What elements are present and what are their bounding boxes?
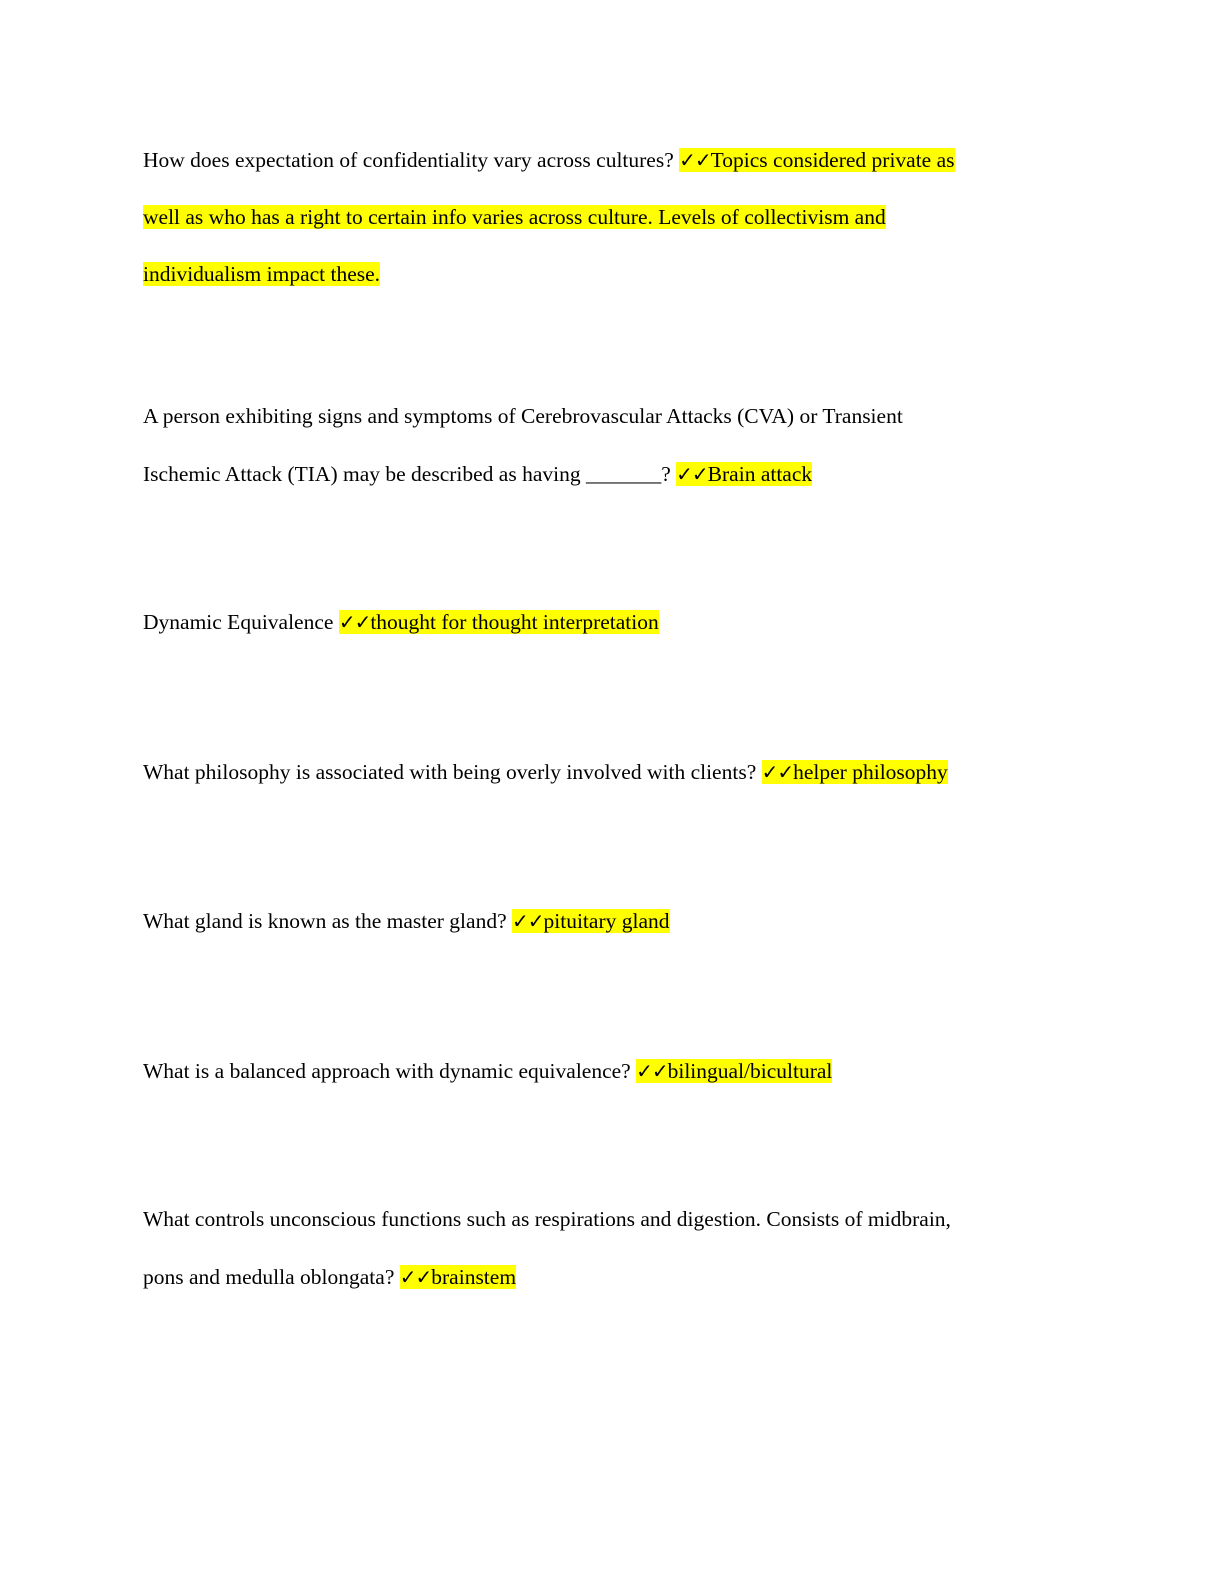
text-line bbox=[143, 594, 1063, 651]
answer-highlight bbox=[512, 909, 670, 933]
question-text: How does expectation of confidentiality vary across cultures? bbox=[143, 148, 680, 172]
question-text: Dynamic Equivalence bbox=[143, 610, 339, 634]
answer-text: pituitary gland bbox=[543, 909, 670, 933]
question-text: Ischemic Attack (TIA) may be described as having _______? bbox=[143, 462, 677, 486]
question-text: pons and medulla oblongata? bbox=[143, 1265, 400, 1289]
answer-highlight bbox=[339, 610, 659, 634]
text-line bbox=[143, 132, 1063, 189]
answer-text: well as who has a right to certain info varies across culture. Levels of collectivism and bbox=[143, 205, 886, 229]
text-line bbox=[143, 744, 1063, 801]
answer-highlight bbox=[762, 760, 948, 784]
answer-highlight bbox=[676, 462, 812, 486]
double-check-icon: ✓✓ bbox=[761, 760, 794, 784]
double-check-icon: ✓✓ bbox=[636, 1059, 668, 1083]
question-text: What philosophy is associated with being overly involved with clients? bbox=[143, 760, 762, 784]
qa-item bbox=[143, 387, 1063, 503]
qa-item bbox=[143, 1043, 1063, 1100]
double-check-icon: ✓✓ bbox=[679, 148, 711, 172]
qa-item bbox=[143, 1190, 1063, 1306]
question-text: What gland is known as the master gland? bbox=[143, 909, 512, 933]
question-text: What controls unconscious functions such as respirations and digestion. Consists of midbrain, bbox=[143, 1207, 951, 1231]
answer-highlight bbox=[636, 1059, 832, 1083]
qa-item bbox=[143, 893, 1063, 950]
double-check-icon: ✓✓ bbox=[399, 1265, 432, 1289]
text-line bbox=[143, 387, 1063, 445]
answer-text: thought for thought interpretation bbox=[370, 610, 659, 634]
answer-highlight bbox=[679, 148, 954, 172]
question-text: What is a balanced approach with dynamic equivalence? bbox=[143, 1059, 637, 1083]
question-text: A person exhibiting signs and symptoms of Cerebrovascular Attacks (CVA) or Transient bbox=[143, 404, 903, 428]
answer-text: helper philosophy bbox=[793, 760, 948, 784]
text-line bbox=[143, 1043, 1063, 1100]
double-check-icon: ✓✓ bbox=[512, 909, 544, 933]
answer-text: individualism impact these. bbox=[143, 262, 381, 286]
text-line bbox=[143, 1248, 1063, 1306]
answer-highlight bbox=[400, 1265, 516, 1289]
text-line bbox=[143, 189, 1063, 246]
text-line bbox=[143, 445, 1063, 503]
answer-text: Brain attack bbox=[707, 462, 813, 486]
qa-item bbox=[143, 132, 1063, 303]
qa-item bbox=[143, 744, 1063, 801]
double-check-icon: ✓✓ bbox=[676, 462, 708, 486]
text-line bbox=[143, 246, 1063, 303]
answer-text: bilingual/bicultural bbox=[667, 1059, 833, 1083]
double-check-icon: ✓✓ bbox=[338, 610, 371, 634]
text-line bbox=[143, 893, 1063, 950]
qa-item bbox=[143, 594, 1063, 651]
text-line bbox=[143, 1190, 1063, 1248]
answer-text: brainstem bbox=[431, 1265, 517, 1289]
answer-text: Topics considered private as bbox=[710, 148, 955, 172]
